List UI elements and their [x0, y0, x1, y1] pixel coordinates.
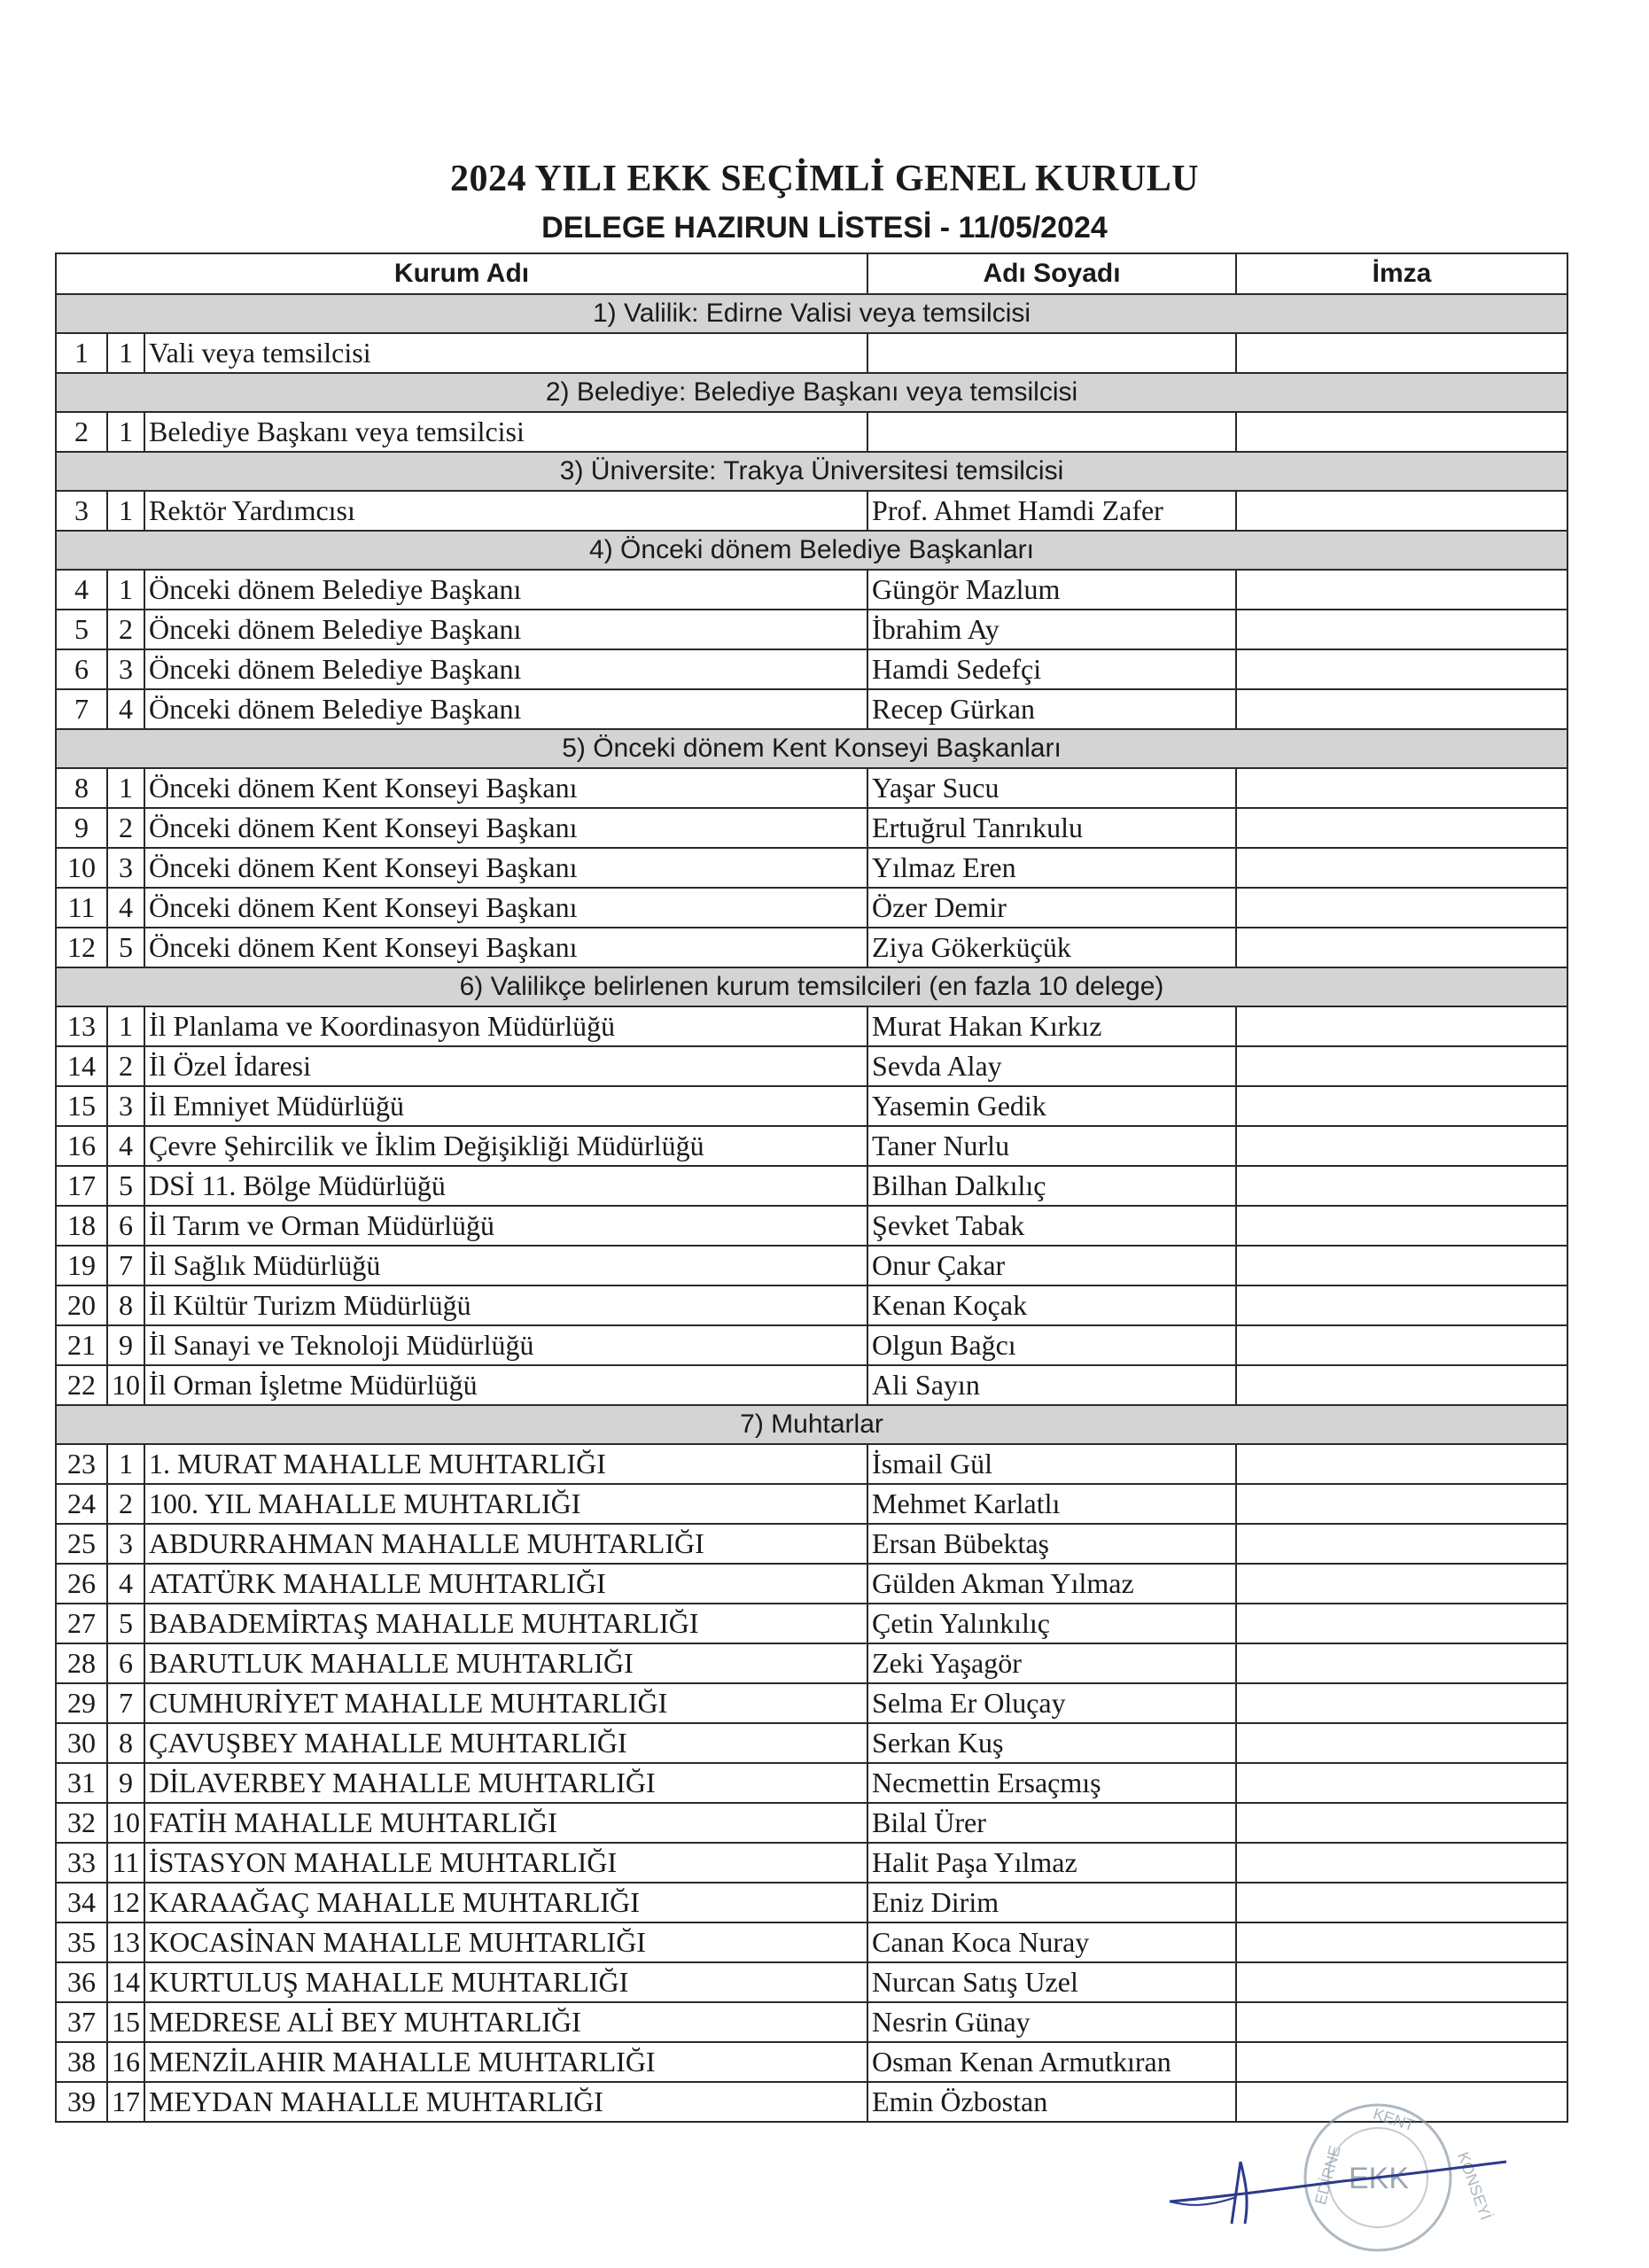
table-row: [56, 1564, 1567, 1604]
row-number: 23: [56, 1444, 107, 1484]
section-row-number: 14: [107, 1962, 144, 2002]
section-row-number: 7: [107, 1683, 144, 1723]
table-row: [56, 1922, 1567, 1962]
signature-cell: [1236, 808, 1567, 848]
signature-cell: [1236, 649, 1567, 689]
signature-cell: [1236, 1046, 1567, 1086]
table-row: [56, 1962, 1567, 2002]
table-row: [56, 1843, 1567, 1883]
section-row-number: 1: [107, 333, 144, 373]
section-row-number: 4: [107, 1126, 144, 1166]
table-row: [56, 570, 1567, 610]
signature-cell: [1236, 888, 1567, 928]
delegate-name-cell: İbrahim Ay: [867, 610, 1236, 649]
section-row-number: 1: [107, 412, 144, 452]
institution-cell: İl Orman İşletme Müdürlüğü: [144, 1365, 867, 1405]
row-number: 9: [56, 808, 107, 848]
institution-cell: Çevre Şehircilik ve İklim Değişikliği Müdürlüğü: [144, 1126, 867, 1166]
institution-cell: ABDURRAHMAN MAHALLE MUHTARLIĞI: [144, 1524, 867, 1564]
section-row-number: 2: [107, 610, 144, 649]
institution-cell: KURTULUŞ MAHALLE MUHTARLIĞI: [144, 1962, 867, 2002]
row-number: 5: [56, 610, 107, 649]
delegate-name-cell: Ertuğrul Tanrıkulu: [867, 808, 1236, 848]
institution-cell: Önceki dönem Belediye Başkanı: [144, 570, 867, 610]
institution-cell: DİLAVERBEY MAHALLE MUHTARLIĞI: [144, 1763, 867, 1803]
section-row-number: 13: [107, 1922, 144, 1962]
institution-cell: Önceki dönem Kent Konseyi Başkanı: [144, 848, 867, 888]
table-row: [56, 888, 1567, 928]
document-title: 2024 YILI EKK SEÇİMLİ GENEL KURULU: [449, 159, 1200, 199]
section-row-number: 5: [107, 1604, 144, 1643]
table-row: [56, 1285, 1567, 1325]
section-row: [56, 373, 1567, 412]
row-number: 32: [56, 1803, 107, 1843]
delegate-name-cell: Nesrin Günay: [867, 2002, 1236, 2042]
delegate-name-cell: Recep Gürkan: [867, 689, 1236, 729]
section-row-number: 8: [107, 1285, 144, 1325]
section-row-number: 1: [107, 1444, 144, 1484]
delegate-name-cell: Ali Sayın: [867, 1365, 1236, 1405]
institution-cell: MEDRESE ALİ BEY MUHTARLIĞI: [144, 2002, 867, 2042]
signature-cell: [1236, 1723, 1567, 1763]
table-header-row: [56, 253, 1567, 294]
delegate-name-cell: Hamdi Sedefçi: [867, 649, 1236, 689]
row-number: 21: [56, 1325, 107, 1365]
institution-cell: Önceki dönem Kent Konseyi Başkanı: [144, 888, 867, 928]
section-row-number: 2: [107, 808, 144, 848]
table-row: [56, 333, 1567, 373]
row-number: 35: [56, 1922, 107, 1962]
row-number: 36: [56, 1962, 107, 2002]
row-number: 11: [56, 888, 107, 928]
table-row: [56, 848, 1567, 888]
section-row-number: 16: [107, 2042, 144, 2082]
section-row-number: 6: [107, 1206, 144, 1246]
row-number: 37: [56, 2002, 107, 2042]
row-number: 18: [56, 1206, 107, 1246]
table-row: [56, 2002, 1567, 2042]
table-row: [56, 808, 1567, 848]
row-number: 20: [56, 1285, 107, 1325]
delegate-name-cell: Mehmet Karlatlı: [867, 1484, 1236, 1524]
section-row: [56, 1405, 1567, 1444]
delegate-name-cell: Bilhan Dalkılıç: [867, 1166, 1236, 1206]
row-number: 25: [56, 1524, 107, 1564]
signature-cell: [1236, 570, 1567, 610]
section-row-number: 1: [107, 768, 144, 808]
table-body: [56, 294, 1567, 2122]
signature-cell: [1236, 610, 1567, 649]
institution-cell: İl Sağlık Müdürlüğü: [144, 1246, 867, 1285]
section-row-number: 6: [107, 1643, 144, 1683]
row-number: 27: [56, 1604, 107, 1643]
institution-cell: İSTASYON MAHALLE MUHTARLIĞI: [144, 1843, 867, 1883]
delegate-name-cell: Prof. Ahmet Hamdi Zafer: [867, 491, 1236, 531]
section-title: 7) Muhtarlar: [56, 1405, 1567, 1444]
institution-cell: BARUTLUK MAHALLE MUHTARLIĞI: [144, 1643, 867, 1683]
section-row: [56, 452, 1567, 491]
table-row: [56, 1246, 1567, 1285]
section-row-number: 8: [107, 1723, 144, 1763]
table-row: [56, 1883, 1567, 1922]
signature-cell: [1236, 1524, 1567, 1564]
section-row: [56, 294, 1567, 333]
table-row: [56, 1365, 1567, 1405]
delegate-name-cell: Nurcan Satış Uzel: [867, 1962, 1236, 2002]
section-row-number: 4: [107, 1564, 144, 1604]
table-row: [56, 1723, 1567, 1763]
delegate-name-cell: Gülden Akman Yılmaz: [867, 1564, 1236, 1604]
signature-cell: [1236, 2042, 1567, 2082]
delegate-name-cell: Özer Demir: [867, 888, 1236, 928]
signature-cell: [1236, 689, 1567, 729]
delegate-name-cell: Zeki Yaşagör: [867, 1643, 1236, 1683]
institution-cell: Önceki dönem Kent Konseyi Başkanı: [144, 928, 867, 967]
delegate-name-cell: Taner Nurlu: [867, 1126, 1236, 1166]
delegate-name-cell: Emin Özbostan: [867, 2082, 1236, 2122]
signature-cell: [1236, 1484, 1567, 1524]
row-number: 2: [56, 412, 107, 452]
institution-cell: BABADEMİRTAŞ MAHALLE MUHTARLIĞI: [144, 1604, 867, 1643]
row-number: 10: [56, 848, 107, 888]
row-number: 8: [56, 768, 107, 808]
section-title: 4) Önceki dönem Belediye Başkanları: [56, 531, 1567, 570]
table-row: [56, 1206, 1567, 1246]
signature-cell: [1236, 1126, 1567, 1166]
table-row: [56, 1604, 1567, 1643]
delegate-name-cell: İsmail Gül: [867, 1444, 1236, 1484]
section-row-number: 1: [107, 570, 144, 610]
section-title: 2) Belediye: Belediye Başkanı veya temsilcisi: [56, 373, 1567, 412]
section-row-number: 9: [107, 1763, 144, 1803]
signature-cell: [1236, 1444, 1567, 1484]
section-row-number: 3: [107, 649, 144, 689]
signature-cell: [1236, 1325, 1567, 1365]
table-row: [56, 1643, 1567, 1683]
delegate-name-cell: Eniz Dirim: [867, 1883, 1236, 1922]
delegate-name-cell: Bilal Ürer: [867, 1803, 1236, 1843]
row-number: 22: [56, 1365, 107, 1405]
delegate-name-cell: Selma Er Oluçay: [867, 1683, 1236, 1723]
institution-cell: KARAAĞAÇ MAHALLE MUHTARLIĞI: [144, 1883, 867, 1922]
row-number: 31: [56, 1763, 107, 1803]
section-row-number: 9: [107, 1325, 144, 1365]
signature-cell: [1236, 848, 1567, 888]
delegate-name-cell: Şevket Tabak: [867, 1206, 1236, 1246]
section-row-number: 12: [107, 1883, 144, 1922]
section-row-number: 11: [107, 1843, 144, 1883]
table-row: [56, 1325, 1567, 1365]
svg-text:KENT: KENT: [1371, 2104, 1418, 2135]
section-row: [56, 967, 1567, 1006]
signature-cell: [1236, 1922, 1567, 1962]
row-number: 19: [56, 1246, 107, 1285]
section-title: 5) Önceki dönem Kent Konseyi Başkanları: [56, 729, 1567, 768]
section-row-number: 4: [107, 689, 144, 729]
institution-cell: İl Özel İdaresi: [144, 1046, 867, 1086]
table-row: [56, 1166, 1567, 1206]
institution-cell: Önceki dönem Kent Konseyi Başkanı: [144, 768, 867, 808]
signature-cell: [1236, 1883, 1567, 1922]
delegate-name-cell: [867, 333, 1236, 373]
row-number: 17: [56, 1166, 107, 1206]
signature-cell: [1236, 1604, 1567, 1643]
delegate-name-cell: Osman Kenan Armutkıran: [867, 2042, 1236, 2082]
signature-cell: [1236, 1285, 1567, 1325]
institution-cell: Vali veya temsilcisi: [144, 333, 867, 373]
section-row-number: 17: [107, 2082, 144, 2122]
institution-cell: ÇAVUŞBEY MAHALLE MUHTARLIĞI: [144, 1723, 867, 1763]
delegate-name-cell: Çetin Yalınkılıç: [867, 1604, 1236, 1643]
section-row-number: 1: [107, 1006, 144, 1046]
section-row-number: 3: [107, 1524, 144, 1564]
delegate-name-cell: Serkan Kuş: [867, 1723, 1236, 1763]
delegate-name-cell: Canan Koca Nuray: [867, 1922, 1236, 1962]
table-row: [56, 1683, 1567, 1723]
section-title: 3) Üniversite: Trakya Üniversitesi temsilcisi: [56, 452, 1567, 491]
signature-cell: [1236, 1006, 1567, 1046]
row-number: 29: [56, 1683, 107, 1723]
table-row: [56, 1126, 1567, 1166]
table-row: [56, 1524, 1567, 1564]
document-subtitle: DELEGE HAZIRUN LİSTESİ - 11/05/2024: [541, 211, 1108, 245]
row-number: 38: [56, 2042, 107, 2082]
institution-cell: 100. YIL MAHALLE MUHTARLIĞI: [144, 1484, 867, 1524]
signature-cell: [1236, 1803, 1567, 1843]
delegate-name-cell: Ersan Bübektaş: [867, 1524, 1236, 1564]
row-number: 12: [56, 928, 107, 967]
institution-cell: CUMHURİYET MAHALLE MUHTARLIĞI: [144, 1683, 867, 1723]
row-number: 30: [56, 1723, 107, 1763]
section-row-number: 5: [107, 928, 144, 967]
delegate-name-cell: Murat Hakan Kırkız: [867, 1006, 1236, 1046]
institution-cell: Önceki dönem Belediye Başkanı: [144, 649, 867, 689]
section-row-number: 1: [107, 491, 144, 531]
header-name: Adı Soyadı: [867, 253, 1236, 294]
table-row: [56, 928, 1567, 967]
delegate-name-cell: Yaşar Sucu: [867, 768, 1236, 808]
section-row-number: 2: [107, 1046, 144, 1086]
row-number: 34: [56, 1883, 107, 1922]
institution-cell: İl Planlama ve Koordinasyon Müdürlüğü: [144, 1006, 867, 1046]
section-row-number: 3: [107, 848, 144, 888]
signature-cell: [1236, 333, 1567, 373]
delegate-name-cell: Onur Çakar: [867, 1246, 1236, 1285]
row-number: 14: [56, 1046, 107, 1086]
institution-cell: Önceki dönem Belediye Başkanı: [144, 689, 867, 729]
section-row: [56, 729, 1567, 768]
table-row: [56, 1086, 1567, 1126]
section-row-number: 10: [107, 1365, 144, 1405]
signature-cell: [1236, 1843, 1567, 1883]
institution-cell: Önceki dönem Belediye Başkanı: [144, 610, 867, 649]
institution-cell: KOCASİNAN MAHALLE MUHTARLIĞI: [144, 1922, 867, 1962]
table-row: [56, 768, 1567, 808]
delegate-name-cell: [867, 412, 1236, 452]
row-number: 33: [56, 1843, 107, 1883]
table-row: [56, 412, 1567, 452]
institution-cell: İl Sanayi ve Teknoloji Müdürlüğü: [144, 1325, 867, 1365]
section-row-number: 15: [107, 2002, 144, 2042]
delegate-name-cell: Yılmaz Eren: [867, 848, 1236, 888]
institution-cell: İl Kültür Turizm Müdürlüğü: [144, 1285, 867, 1325]
signature-cell: [1236, 2002, 1567, 2042]
signature-cell: [1236, 1683, 1567, 1723]
signature-cell: [1236, 928, 1567, 967]
signature-cell: [1236, 1086, 1567, 1126]
institution-cell: MENZİLAHIR MAHALLE MUHTARLIĞI: [144, 2042, 867, 2082]
row-number: 13: [56, 1006, 107, 1046]
table-row: [56, 649, 1567, 689]
delegate-name-cell: Necmettin Ersaçmış: [867, 1763, 1236, 1803]
signature-cell: [1236, 412, 1567, 452]
table-row: [56, 1006, 1567, 1046]
signature-cell: [1236, 1643, 1567, 1683]
stamp-and-signature: [1152, 2100, 1524, 2259]
header-institution: Kurum Adı: [56, 253, 867, 294]
table-row: [56, 1046, 1567, 1086]
section-row-number: 5: [107, 1166, 144, 1206]
svg-text:KONSEYİ: KONSEYİ: [1453, 2149, 1496, 2223]
table-row: [56, 689, 1567, 729]
svg-text:EKK: EKK: [1349, 2162, 1410, 2195]
signature-cell: [1236, 1246, 1567, 1285]
table-row: [56, 1803, 1567, 1843]
delegate-name-cell: Ziya Gökerküçük: [867, 928, 1236, 967]
section-row-number: 10: [107, 1803, 144, 1843]
row-number: 15: [56, 1086, 107, 1126]
row-number: 7: [56, 689, 107, 729]
signature-cell: [1236, 1962, 1567, 2002]
section-row-number: 7: [107, 1246, 144, 1285]
table-row: [56, 2042, 1567, 2082]
header-signature: İmza: [1236, 253, 1567, 294]
signature-cell: [1236, 1763, 1567, 1803]
row-number: 28: [56, 1643, 107, 1683]
institution-cell: FATİH MAHALLE MUHTARLIĞI: [144, 1803, 867, 1843]
row-number: 16: [56, 1126, 107, 1166]
row-number: 1: [56, 333, 107, 373]
institution-cell: MEYDAN MAHALLE MUHTARLIĞI: [144, 2082, 867, 2122]
institution-cell: Önceki dönem Kent Konseyi Başkanı: [144, 808, 867, 848]
delegate-table: [55, 252, 1568, 2123]
table-row: [56, 1763, 1567, 1803]
signature-cell: [1236, 1564, 1567, 1604]
table-row: [56, 1444, 1567, 1484]
institution-cell: İl Tarım ve Orman Müdürlüğü: [144, 1206, 867, 1246]
signature-cell: [1236, 1365, 1567, 1405]
table-row: [56, 491, 1567, 531]
institution-cell: DSİ 11. Bölge Müdürlüğü: [144, 1166, 867, 1206]
delegate-name-cell: Halit Paşa Yılmaz: [867, 1843, 1236, 1883]
institution-cell: ATATÜRK MAHALLE MUHTARLIĞI: [144, 1564, 867, 1604]
table-row: [56, 1484, 1567, 1524]
institution-cell: 1. MURAT MAHALLE MUHTARLIĞI: [144, 1444, 867, 1484]
delegate-name-cell: Yasemin Gedik: [867, 1086, 1236, 1126]
signature-cell: [1236, 1166, 1567, 1206]
row-number: 26: [56, 1564, 107, 1604]
section-row-number: 4: [107, 888, 144, 928]
delegate-name-cell: Kenan Koçak: [867, 1285, 1236, 1325]
table-row: [56, 610, 1567, 649]
signature-cell: [1236, 768, 1567, 808]
section-row-number: 3: [107, 1086, 144, 1126]
institution-cell: Belediye Başkanı veya temsilcisi: [144, 412, 867, 452]
svg-text:EDİRNE: EDİRNE: [1311, 2143, 1344, 2207]
delegate-name-cell: Sevda Alay: [867, 1046, 1236, 1086]
row-number: 3: [56, 491, 107, 531]
institution-cell: İl Emniyet Müdürlüğü: [144, 1086, 867, 1126]
section-title: 6) Valilikçe belirlenen kurum temsilcileri (en fazla 10 delege): [56, 967, 1567, 1006]
row-number: 39: [56, 2082, 107, 2122]
stamp-icon: [1305, 2104, 1495, 2250]
row-number: 4: [56, 570, 107, 610]
row-number: 24: [56, 1484, 107, 1524]
signature-cell: [1236, 491, 1567, 531]
institution-cell: Rektör Yardımcısı: [144, 491, 867, 531]
signature-cell: [1236, 1206, 1567, 1246]
delegate-name-cell: Olgun Bağcı: [867, 1325, 1236, 1365]
section-row: [56, 531, 1567, 570]
row-number: 6: [56, 649, 107, 689]
section-row-number: 2: [107, 1484, 144, 1524]
section-title: 1) Valilik: Edirne Valisi veya temsilcisi: [56, 294, 1567, 333]
delegate-name-cell: Güngör Mazlum: [867, 570, 1236, 610]
